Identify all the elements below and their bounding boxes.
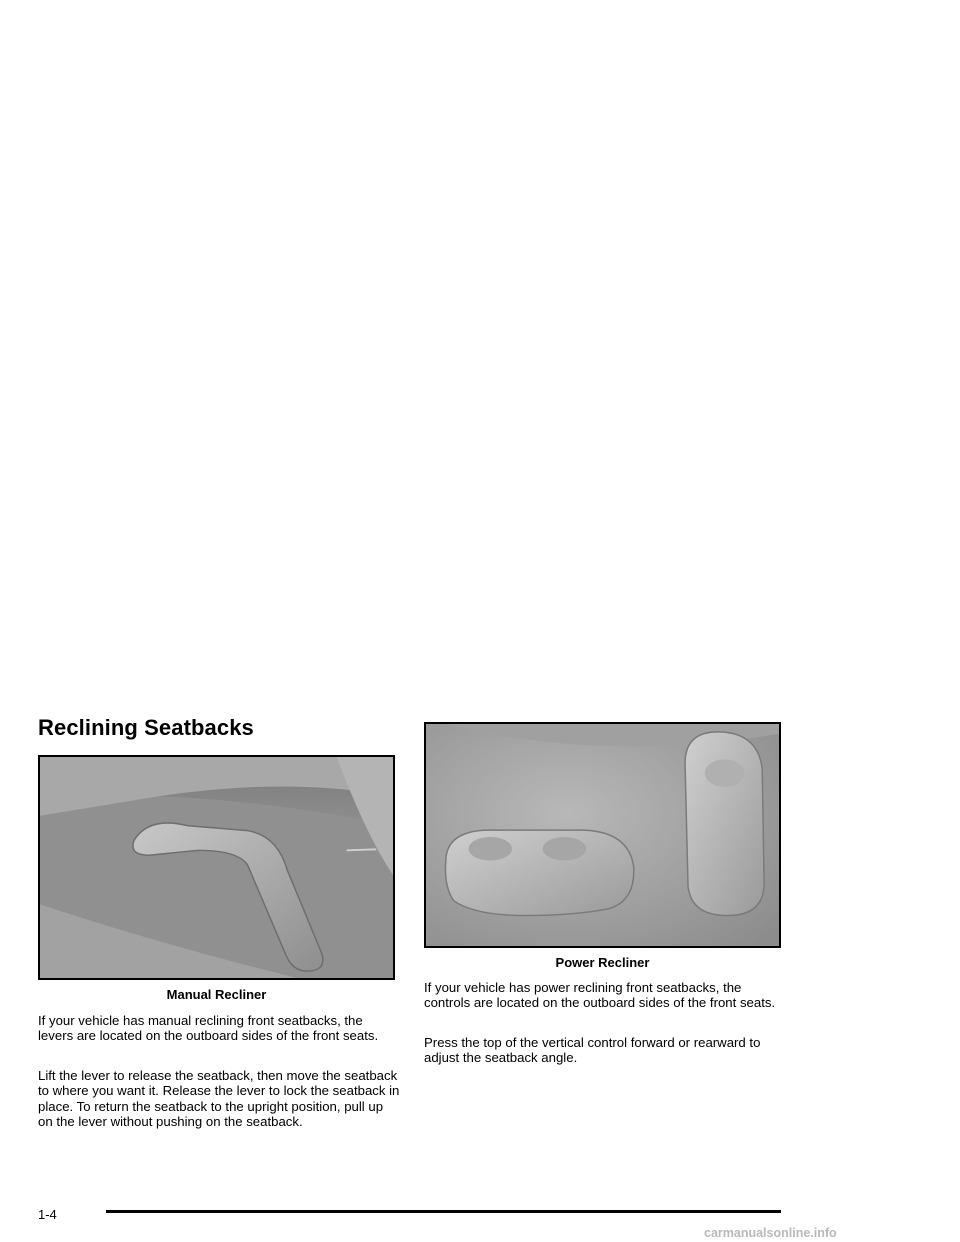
power-recliner-instructions-paragraph: Press the top of the vertical control forward or rearward to adjust the seatback angle.: [424, 1035, 761, 1066]
manual-recliner-illustration: [40, 757, 393, 978]
footer-rule: [106, 1210, 781, 1213]
manual-recliner-caption: Manual Recliner: [166, 987, 267, 1002]
power-recliner-caption: Power Recliner: [555, 955, 650, 970]
manual-recliner-instructions-paragraph: Lift the lever to release the seatback, then move the seatback to where you want it. Release the lever to lock the seatback in place. To return the seatback to the upright position, pull up on the lever without pushing on the seatback.: [38, 1068, 400, 1130]
manual-recliner-photo: [38, 755, 395, 980]
page-number: 1-4: [38, 1207, 57, 1222]
power-recliner-photo: [424, 722, 781, 948]
power-recliner-intro-paragraph: If your vehicle has power reclining front seatbacks, the controls are located on the outboard sides of the front seats.: [424, 980, 776, 1011]
section-title: Reclining Seatbacks: [38, 715, 254, 740]
watermark-link[interactable]: carmanualsonline.info: [704, 1226, 837, 1240]
power-recliner-illustration: [426, 724, 779, 946]
manual-recliner-intro-paragraph: If your vehicle has manual reclining front seatbacks, the levers are located on the outboard sides of the front seats.: [38, 1013, 379, 1044]
